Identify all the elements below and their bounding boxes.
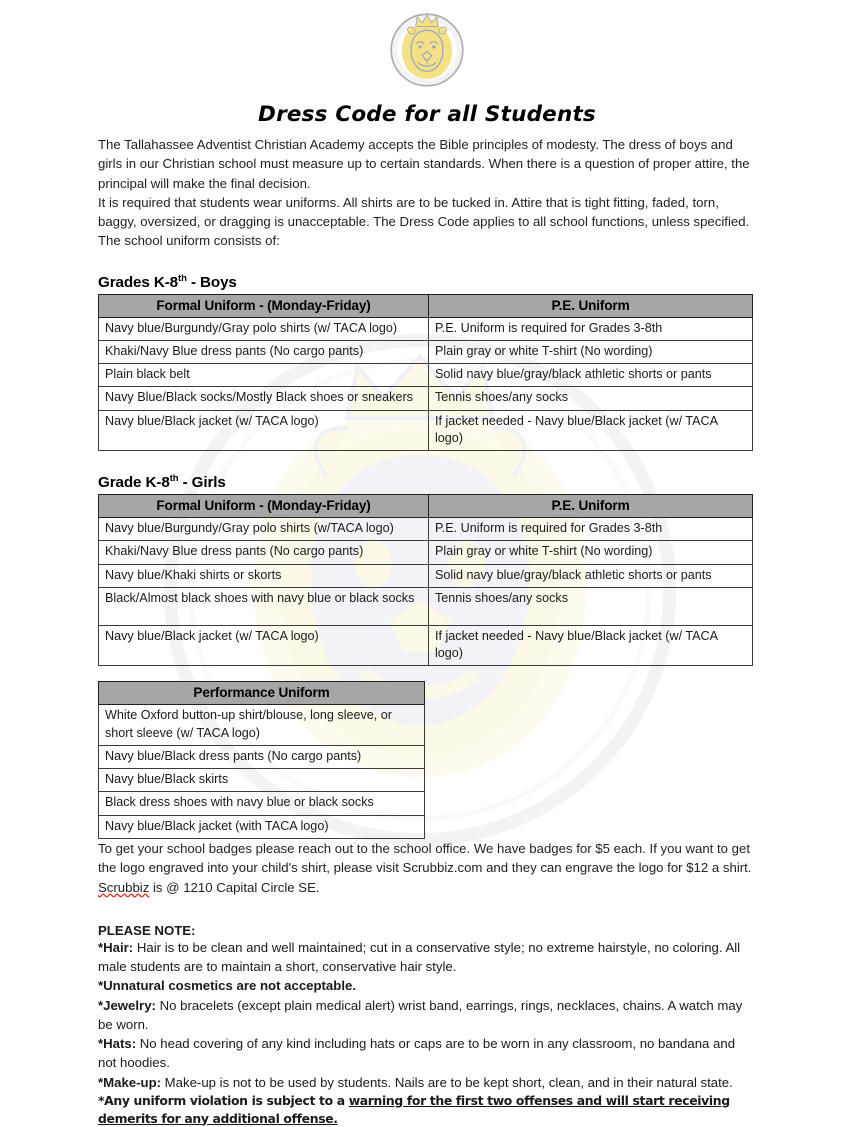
table-row — [99, 410, 753, 451]
heading-suffix-girls: - Girls — [178, 474, 226, 492]
cell-pe: Solid navy blue/gray/black athletic shorts or pants — [429, 364, 753, 387]
note-jewelry-text: No bracelets (except plain medical alert) wrist band, earrings, rings, necklaces, chains. A watch may be worn. — [98, 997, 743, 1032]
table-row — [99, 769, 425, 792]
table-header-row — [99, 682, 425, 705]
table-row — [99, 792, 425, 815]
badges-text-part-2: is @ 1210 Capital Circle SE. — [149, 879, 320, 895]
column-header-pe: P.E. Uniform — [429, 495, 753, 518]
logo-container — [98, 12, 756, 88]
cell-formal: Navy blue/Burgundy/Gray polo shirts (w/TACA logo) — [99, 518, 429, 541]
note-jewelry-label: *Jewelry: — [98, 997, 156, 1013]
page-title: Dress Code for all Students — [258, 102, 596, 127]
note-makeup-text: Make-up is not to be used by students. Nails are to be kept short, clean, and in their natural state. — [161, 1074, 733, 1090]
cell-pe: Plain gray or white T-shirt (No wording) — [429, 340, 753, 363]
note-makeup — [98, 1073, 756, 1092]
heading-suffix-boys: - Boys — [186, 273, 237, 291]
note-cosmetics: *Unnatural cosmetics are not acceptable. — [98, 978, 356, 994]
intro-paragraph-2: It is required that students wear uniforms. All shirts are to be tucked in. Attire that is tight fitting, faded, torn, baggy, oversized, or dragging is unacceptable. The Dress Code applies to all school functions, unless specified. The school uniform consists of: — [98, 194, 750, 249]
cell-performance: Black dress shoes with navy blue or black socks — [99, 792, 425, 815]
cell-performance: Navy blue/Black skirts — [99, 769, 425, 792]
table-row — [99, 317, 753, 340]
heading-sup-boys: th — [178, 272, 187, 284]
spacer — [98, 666, 756, 681]
table-row — [99, 587, 753, 625]
note-makeup-label: *Make-up: — [98, 1074, 162, 1090]
column-header-formal: Formal Uniform - (Monday-Friday) — [99, 294, 429, 317]
note-hats-text: No head covering of any kind including hats or caps are to be worn in any classroom, no bandana and not hoodies. — [98, 1036, 736, 1071]
table-row — [99, 541, 753, 564]
heading-prefix-girls: Grade K-8 — [98, 474, 170, 492]
table-row — [99, 705, 425, 746]
table-row — [99, 815, 425, 838]
column-header-pe: P.E. Uniform — [429, 294, 753, 317]
table-row — [99, 564, 753, 587]
note-violation — [98, 1092, 756, 1127]
violation-plain-text: *Any uniform violation is subject to a — [98, 1092, 349, 1108]
badges-paragraph — [98, 839, 756, 897]
cell-pe: Plain gray or white T-shirt (No wording) — [429, 541, 753, 564]
section-heading-boys — [98, 273, 756, 291]
intro-paragraph-1: The Tallahassee Adventist Christian Academy accepts the Bible principles of modesty. The dress of boys and girls in our Christian school must measure up to certain standards. When there is a question of proper attire, the principal will make the final decision. — [98, 137, 750, 191]
note-hats — [98, 1034, 756, 1073]
cell-formal: Plain black belt — [99, 364, 429, 387]
cell-pe: P.E. Uniform is required for Grades 3-8th — [429, 518, 753, 541]
cell-formal: Navy blue/Burgundy/Gray polo shirts (w/ TACA logo) — [99, 317, 429, 340]
cell-pe: If jacket needed - Navy blue/Black jacket (w/ TACA logo) — [429, 410, 753, 451]
table-row — [99, 340, 753, 363]
table-row — [99, 625, 753, 666]
section-heading-girls — [98, 473, 756, 491]
violation-underlined-text: warning for the first two offenses and will start receiving demerits for any additional offense. — [98, 1092, 730, 1126]
cell-performance: Navy blue/Black jacket (with TACA logo) — [99, 815, 425, 838]
table-header-row — [99, 495, 753, 518]
please-note-heading: PLEASE NOTE: — [98, 922, 196, 938]
taca-lion-logo — [389, 12, 465, 88]
cell-formal: Navy Blue/Black socks/Mostly Black shoes or sneakers — [99, 387, 429, 410]
cell-pe: Tennis shoes/any socks — [429, 587, 753, 625]
table-row — [99, 387, 753, 410]
cell-pe: Solid navy blue/gray/black athletic shorts or pants — [429, 564, 753, 587]
cell-formal: Navy blue/Khaki shirts or skorts — [99, 564, 429, 587]
table-header-row — [99, 294, 753, 317]
badges-text-part-1: To get your school badges please reach out to the school office. We have badges for $5 each. If you want to get the logo engraved into your child's shirt, please visit Scrubbiz.com and they can engrave the logo for $12 a shirt. — [98, 840, 752, 876]
cell-formal: Black/Almost black shoes with navy blue or black socks — [99, 587, 429, 625]
note-hair-text: Hair is to be clean and well maintained; cut in a conservative style; no extreme hairstyle, no coloring. All male students are to maintain a short, conservative hair style. — [98, 939, 741, 975]
table-row — [99, 518, 753, 541]
cell-formal: Khaki/Navy Blue dress pants (No cargo pants) — [99, 340, 429, 363]
heading-prefix-boys: Grades K-8 — [98, 273, 179, 291]
note-hair — [98, 938, 756, 977]
cell-formal: Navy blue/Black jacket (w/ TACA logo) — [99, 410, 429, 451]
spacer — [98, 897, 756, 907]
table-row — [99, 364, 753, 387]
table-row — [99, 745, 425, 768]
uniform-table-performance — [98, 681, 425, 839]
heading-sup-girls: th — [169, 473, 179, 485]
cell-pe: P.E. Uniform is required for Grades 3-8th — [429, 317, 753, 340]
note-hair-label: *Hair: — [98, 939, 134, 955]
cell-performance: White Oxford button-up shirt/blouse, long sleeve, or short sleeve (w/ TACA logo) — [99, 705, 425, 746]
column-header-performance: Performance Uniform — [99, 682, 425, 705]
cell-pe: Tennis shoes/any socks — [429, 387, 753, 410]
column-header-formal: Formal Uniform - (Monday-Friday) — [99, 495, 429, 518]
cell-formal: Navy blue/Black jacket (w/ TACA logo) — [99, 625, 429, 666]
cell-performance: Navy blue/Black dress pants (No cargo pants) — [99, 745, 425, 768]
note-jewelry — [98, 996, 756, 1035]
cell-pe: If jacket needed - Navy blue/Black jacket (w/ TACA logo) — [429, 625, 753, 666]
cell-formal: Khaki/Navy Blue dress pants (No cargo pants) — [99, 541, 429, 564]
uniform-table-girls — [98, 494, 753, 666]
misspelled-word: Scrubbiz — [98, 879, 150, 895]
note-hats-label: *Hats: — [98, 1036, 137, 1052]
uniform-table-boys — [98, 294, 753, 452]
